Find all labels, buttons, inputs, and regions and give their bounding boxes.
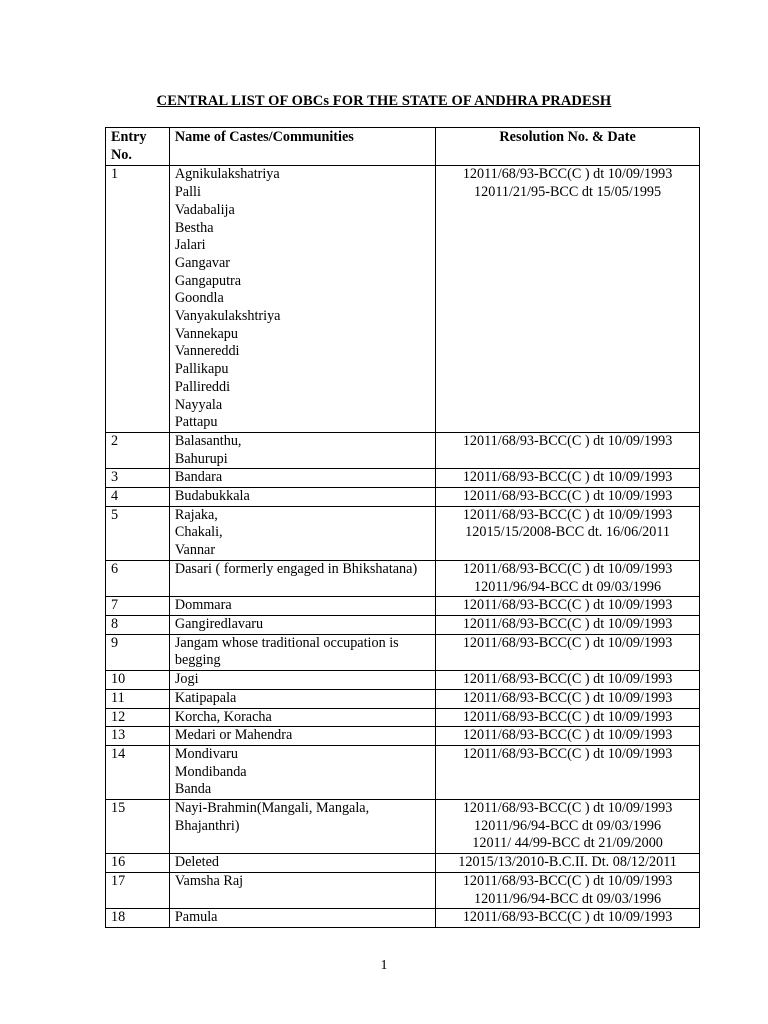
caste-names-cell [169,432,435,468]
table-row [106,872,700,908]
entry-number-cell: 18 [106,909,170,928]
resolution-cell [436,745,700,799]
caste-name: Bestha [174,219,214,236]
entry-number-cell: 2 [106,432,170,468]
caste-names-cell [169,166,435,433]
resolution-entry: 12011/68/93-BCC(C ) dt 10/09/1993 [462,671,673,688]
resolution-entry: 12011/68/93-BCC(C ) dt 10/09/1993 [462,506,673,523]
table-row [106,560,700,596]
caste-name: Balasanthu, [174,432,242,449]
resolution-entry: 12011/68/93-BCC(C ) dt 10/09/1993 [462,469,673,486]
entry-number-cell: 12 [106,708,170,727]
table-body [106,166,700,928]
header-entry-no: Entry No. [106,128,170,166]
caste-name: Vannar [174,542,216,559]
header-resolution: Resolution No. & Date [436,128,700,166]
resolution-entry: 12011/96/94-BCC dt 09/03/1996 [474,890,662,907]
table-row [106,800,700,854]
entry-number-cell: 17 [106,872,170,908]
caste-names-cell [169,469,435,488]
resolution-cell [436,854,700,873]
caste-names-cell [169,727,435,746]
page-number: 1 [380,958,388,973]
resolution-cell [436,560,700,596]
caste-name: Pamula [174,909,218,926]
caste-name: Gangaputra [174,272,242,289]
table-row [106,469,700,488]
caste-name: Jangam whose traditional occupation is begging [174,634,399,669]
caste-names-cell [169,872,435,908]
header-caste-name: Name of Castes/Communities [169,128,435,166]
caste-name: Dommara [174,597,232,614]
table-row [106,671,700,690]
caste-name: Rajaka, [174,506,218,523]
entry-number-cell: 9 [106,634,170,670]
caste-names-cell [169,854,435,873]
resolution-entry: 12011/68/93-BCC(C ) dt 10/09/1993 [462,727,673,744]
resolution-cell [436,671,700,690]
resolution-entry: 12011/68/93-BCC(C ) dt 10/09/1993 [462,560,673,577]
resolution-cell [436,634,700,670]
resolution-entry: 12011/68/93-BCC(C ) dt 10/09/1993 [462,432,673,449]
caste-name: Vannereddi [174,343,240,360]
caste-names-cell [169,597,435,616]
resolution-entry: 12015/15/2008-BCC dt. 16/06/2011 [465,524,670,541]
caste-name: Chakali, [174,524,223,541]
table-header-row [106,128,700,166]
table-row [106,166,700,433]
caste-name: Budabukkala [174,488,250,505]
caste-names-cell [169,745,435,799]
caste-names-cell [169,909,435,928]
resolution-cell [436,909,700,928]
resolution-cell [436,800,700,854]
resolution-cell [436,615,700,634]
caste-names-cell [169,689,435,708]
table-row [106,506,700,560]
resolution-cell [436,506,700,560]
caste-name: Agnikulakshatriya [174,166,280,183]
caste-name: Katipapala [174,689,237,706]
entry-number-cell: 3 [106,469,170,488]
caste-name: Medari or Mahendra [174,727,293,744]
table-row [106,854,700,873]
caste-name: Pallireddi [174,378,231,395]
table-row [106,708,700,727]
entry-number-cell: 10 [106,671,170,690]
caste-name: Vamsha Raj [174,872,244,889]
resolution-entry: 12011/68/93-BCC(C ) dt 10/09/1993 [462,488,673,505]
caste-name: Gangavar [174,254,231,271]
entry-number-cell: 4 [106,488,170,507]
caste-name: Jogi [174,671,199,688]
table-row [106,745,700,799]
caste-name: Bandara [174,469,223,486]
resolution-cell [436,488,700,507]
caste-names-cell [169,671,435,690]
entry-number-cell: 15 [106,800,170,854]
resolution-cell [436,432,700,468]
resolution-cell [436,708,700,727]
resolution-entry: 12011/68/93-BCC(C ) dt 10/09/1993 [462,872,673,889]
resolution-cell [436,469,700,488]
resolution-cell [436,689,700,708]
caste-name: Korcha, Koracha [174,708,272,725]
caste-names-cell [169,800,435,854]
table-row [106,432,700,468]
resolution-entry: 12011/96/94-BCC dt 09/03/1996 [474,817,662,834]
entry-number-cell: 16 [106,854,170,873]
resolution-cell [436,597,700,616]
resolution-entry: 12011/68/93-BCC(C ) dt 10/09/1993 [462,166,673,183]
caste-name: Nayi-Brahmin(Mangali, Mangala, Bhajanthri) [174,800,370,834]
entry-number-cell: 7 [106,597,170,616]
resolution-entry: 12011/68/93-BCC(C ) dt 10/09/1993 [462,909,673,926]
resolution-entry: 12011/96/94-BCC dt 09/03/1996 [474,578,662,595]
entry-number-cell: 13 [106,727,170,746]
entry-number-cell: 6 [106,560,170,596]
entry-number-cell: 11 [106,689,170,708]
caste-name: Palli [174,184,201,201]
entry-number-cell: 5 [106,506,170,560]
entry-number-cell: 8 [106,615,170,634]
resolution-entry: 12011/68/93-BCC(C ) dt 10/09/1993 [462,708,673,725]
resolution-entry: 12011/68/93-BCC(C ) dt 10/09/1993 [462,745,673,762]
resolution-cell [436,727,700,746]
caste-name: Vanyakulakshtriya [174,308,281,325]
table-row [106,727,700,746]
table-row [106,615,700,634]
table-row [106,597,700,616]
table-row [106,634,700,670]
caste-name: Gangiredlavaru [174,615,264,632]
caste-name: Pattapu [174,414,218,431]
caste-name: Vannekapu [174,325,238,342]
caste-name: Nayyala [174,396,223,413]
document-title: CENTRAL LIST OF OBCs FOR THE STATE OF ANDHRA PRADESH [156,93,612,109]
resolution-entry: 12011/68/93-BCC(C ) dt 10/09/1993 [462,800,673,817]
entry-number-cell: 1 [106,166,170,433]
caste-name: Banda [174,781,212,798]
caste-name: Vadabalija [174,201,235,218]
resolution-entry: 12011/68/93-BCC(C ) dt 10/09/1993 [462,689,673,706]
table-row [106,909,700,928]
caste-names-cell [169,506,435,560]
caste-name: Dasari ( formerly engaged in Bhikshatana) [174,560,418,577]
resolution-entry: 12011/68/93-BCC(C ) dt 10/09/1993 [462,634,673,651]
caste-name: Pallikapu [174,361,229,378]
caste-names-cell [169,560,435,596]
caste-name: Mondivaru [174,745,238,762]
resolution-cell [436,872,700,908]
resolution-entry: 12015/13/2010-B.C.II. Dt. 08/12/2011 [458,854,677,871]
resolution-entry: 12011/68/93-BCC(C ) dt 10/09/1993 [462,615,673,632]
table-row [106,689,700,708]
resolution-entry: 12011/21/95-BCC dt 15/05/1995 [474,184,662,201]
resolution-entry: 12011/68/93-BCC(C ) dt 10/09/1993 [462,597,673,614]
caste-name: Goondla [174,290,224,307]
caste-names-cell [169,708,435,727]
resolution-entry: 12011/ 44/99-BCC dt 21/09/2000 [472,835,663,852]
entry-number-cell: 14 [106,745,170,799]
caste-name: Bahurupi [174,450,228,467]
caste-names-cell [169,615,435,634]
caste-names-cell [169,634,435,670]
caste-name: Jalari [174,237,206,254]
table-row [106,488,700,507]
obc-table [105,127,700,928]
caste-name: Mondibanda [174,763,247,780]
caste-names-cell [169,488,435,507]
resolution-cell [436,166,700,433]
caste-name: Deleted [174,854,220,871]
